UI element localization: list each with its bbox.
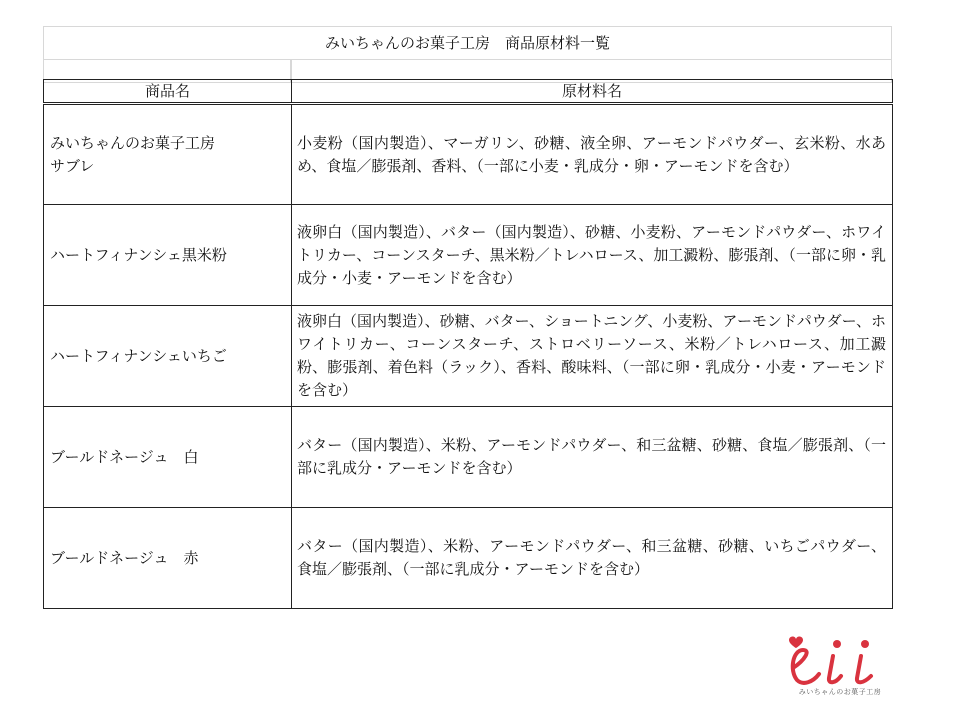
product-name-line: ブールドネージュ 赤: [50, 548, 199, 567]
column-header-product: 商品名: [44, 80, 292, 104]
table-row: [44, 104, 893, 205]
table-row: [44, 407, 893, 508]
product-name-line: ブールドネージュ 白: [50, 447, 199, 466]
logo-stroke-icon: [857, 656, 871, 682]
logo-dot-icon: [833, 640, 841, 648]
product-name-line: ハートフィナンシェいちご: [50, 346, 227, 365]
heart-icon: [789, 636, 803, 648]
table-row: [44, 306, 893, 407]
product-name-line: ハートフィナンシェ黒米粉: [50, 245, 227, 264]
ingredients-cell: バター（国内製造）、米粉、アーモンドパウダー、和三盆糖、砂糖、いちごパウダー、食塩／膨張剤、（一部に乳成分・アーモンドを含む）: [292, 508, 893, 609]
logo-dot-icon: [861, 640, 869, 648]
product-name-cell: [44, 104, 292, 205]
ingredients-table: [43, 79, 893, 609]
product-name-cell: [44, 407, 292, 508]
table-row: [44, 205, 893, 306]
product-name-line: サブレ: [50, 156, 95, 175]
ingredients-cell: 小麦粉（国内製造）、マーガリン、砂糖、液全卵、アーモンドパウダー、玄米粉、水あめ、食塩／膨張剤、香料、（一部に小麦・乳成分・卵・アーモンドを含む）: [292, 104, 893, 205]
column-header-ingredients: 原材料名: [292, 80, 893, 104]
ingredients-cell: 液卵白（国内製造）、砂糖、バター、ショートニング、小麦粉、アーモンドパウダー、ホワイトリカー、コーンスターチ、ストロベリーソース、米粉／トレハロース、加工澱粉、膨張剤、着色料（ラック）、香料、酸味料、（一部に卵・乳成分・小麦・アーモンドを含む）: [292, 306, 893, 407]
logo-caption: みいちゃんのお菓子工房: [798, 688, 882, 696]
product-name-line: みいちゃんのお菓子工房: [50, 133, 216, 152]
table-header-row: [44, 80, 893, 104]
sheet-title: みいちゃんのお菓子工房 商品原材料一覧: [43, 26, 892, 60]
ingredients-cell: 液卵白（国内製造）、バター（国内製造）、砂糖、小麦粉、アーモンドパウダー、ホワイトリカー、コーンスターチ、黒米粉／トレハロース、加工澱粉、膨張剤、（一部に卵・乳成分・小麦・アーモンドを含む）: [292, 205, 893, 306]
ingredients-cell: バター（国内製造）、米粉、アーモンドパウダー、和三盆糖、砂糖、食塩／膨張剤、（一部に乳成分・アーモンドを含む）: [292, 407, 893, 508]
product-name-cell: [44, 306, 292, 407]
logo-stroke-icon: [829, 656, 841, 682]
logo-swirl-icon: [793, 650, 819, 683]
table-row: [44, 508, 893, 609]
product-name-cell: [44, 205, 292, 306]
product-name-cell: [44, 508, 292, 609]
